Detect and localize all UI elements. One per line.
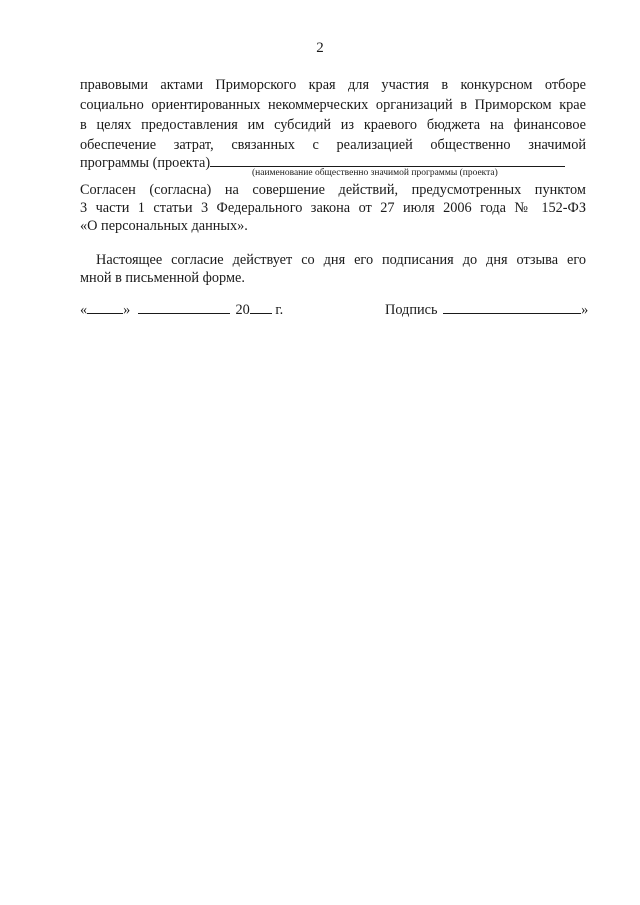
signature-blank[interactable] bbox=[443, 300, 581, 314]
signature-date bbox=[80, 300, 283, 320]
year-blank[interactable] bbox=[250, 300, 272, 314]
program-label: программы (проекта) bbox=[80, 155, 211, 171]
year-suffix: г. bbox=[275, 302, 284, 318]
date-open-quote: « bbox=[80, 302, 88, 318]
paragraph-line: мной в письменной форме. bbox=[80, 270, 245, 286]
paragraph-line: социально ориентированных некоммерческих организаций в Приморском крае bbox=[80, 97, 586, 113]
program-name-blank[interactable] bbox=[210, 154, 565, 167]
signature-field bbox=[385, 300, 588, 320]
paragraph-line: «О персональных данных». bbox=[80, 218, 248, 234]
paragraph-line: правовыми актами Приморского края для участия в конкурсном отборе bbox=[80, 77, 586, 93]
signature-end-quote: » bbox=[581, 302, 589, 318]
paragraph-line: Согласен (согласна) на совершение действий, предусмотренных пунктом bbox=[80, 182, 586, 198]
month-blank[interactable] bbox=[138, 300, 230, 314]
year-prefix: 20 bbox=[235, 302, 250, 318]
paragraph-line: Настоящее согласие действует со дня его подписания до дня отзыва его bbox=[96, 252, 586, 268]
date-close-quote: » bbox=[123, 302, 131, 318]
signature-label: Подпись bbox=[385, 302, 438, 318]
paragraph-line: 3 части 1 статьи 3 Федерального закона от 27 июля 2006 года № 152-ФЗ bbox=[80, 200, 586, 216]
paragraph-line: в целях предоставления им субсидий из краевого бюджета на финансовое bbox=[80, 117, 586, 133]
program-name-caption: (наименование общественно значимой программы (проекта) bbox=[252, 168, 498, 178]
day-blank[interactable] bbox=[87, 300, 123, 314]
paragraph-line: обеспечение затрат, связанных с реализацией общественно значимой bbox=[80, 137, 586, 153]
page-number: 2 bbox=[316, 40, 324, 56]
